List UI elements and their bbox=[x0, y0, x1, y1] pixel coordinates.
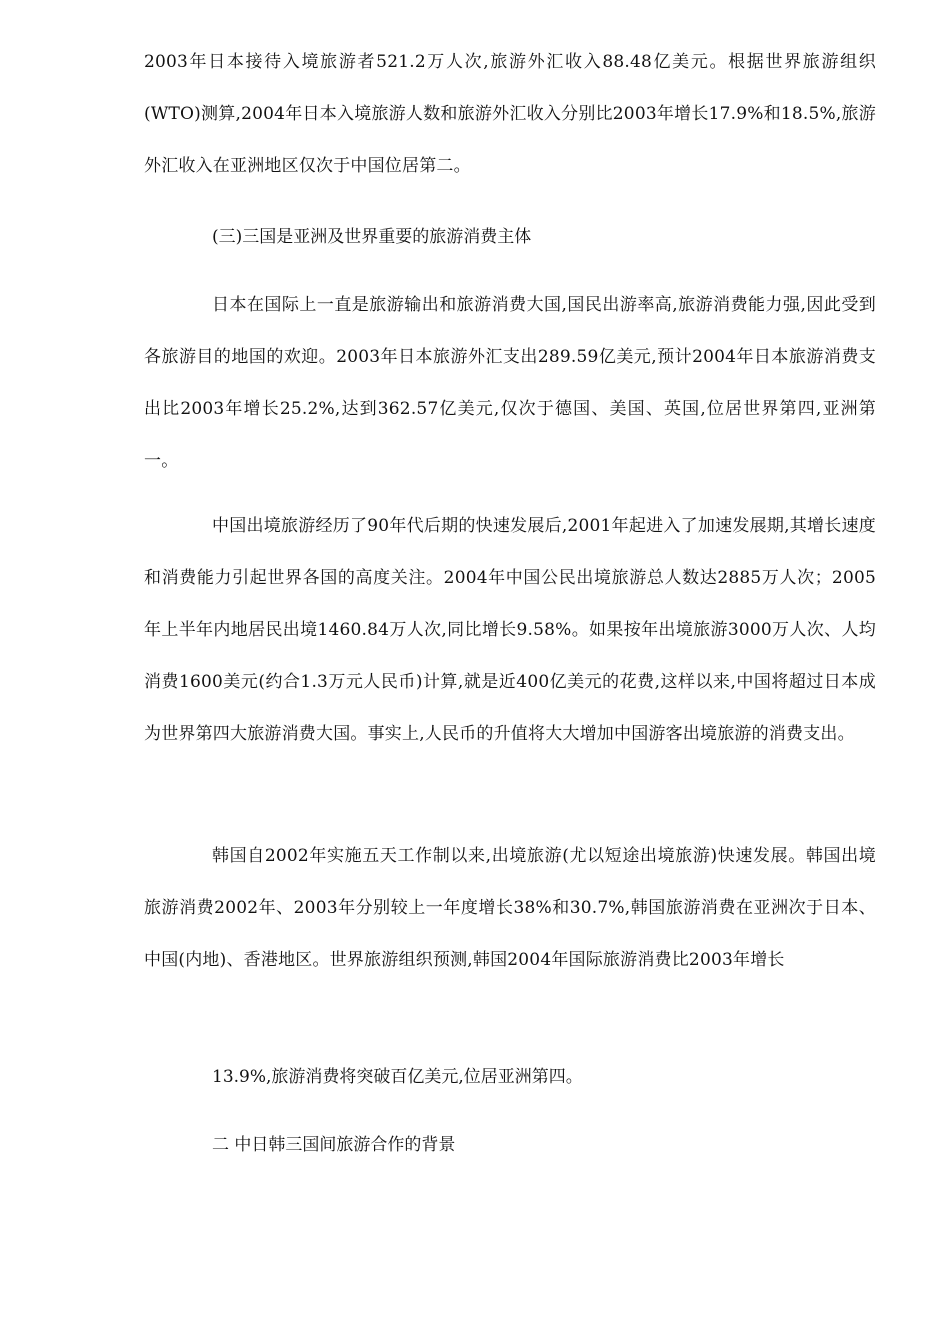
section-heading-consumption: (三)三国是亚洲及世界重要的旅游消费主体 bbox=[212, 227, 532, 247]
paragraph-korea-outbound: 韩国自2002年实施五天工作制以来,出境旅游(尤以短途出境旅游)快速发展。韩国出境旅游消费2002年、2003年分别较上一年度增长38%和30.7%,韩国旅游消费在亚洲次于日本、中国(内地)、香港地区。世界旅游组织预测,韩国2004年国际旅游消费比2003年增长 bbox=[144, 846, 876, 970]
paragraph-japan-spending: 日本在国际上一直是旅游输出和旅游消费大国,国民出游率高,旅游消费能力强,因此受到各旅游目的地国的欢迎。2003年日本旅游外汇支出289.59亿美元,预计2004年日本旅游消费支出比2003年增长25.2%,达到362.57亿美元,仅次于德国、美国、英国,位居世界第四,亚洲第一。 bbox=[144, 295, 876, 471]
paragraph-china-outbound: 中国出境旅游经历了90年代后期的快速发展后,2001年起进入了加速发展期,其增长速度和消费能力引起世界各国的高度关注。2004年中国公民出境旅游总人数达2885万人次；2005年上半年内地居民出境1460.84万人次,同比增长9.58%。如果按年出境旅游3000万人次、人均消费1600美元(约合1.3万元人民币)计算,就是近400亿美元的花费,这样以来,中国将超过日本成为世界第四大旅游消费大国。事实上,人民币的升值将大大增加中国游客出境旅游的消费支出。 bbox=[144, 516, 876, 744]
section-heading-background: 二 中日韩三国间旅游合作的背景 bbox=[212, 1135, 456, 1155]
paragraph-korea-forecast: 13.9%,旅游消费将突破百亿美元,位居亚洲第四。 bbox=[212, 1067, 583, 1087]
paragraph-japan-inbound: 2003年日本接待入境旅游者521.2万人次,旅游外汇收入88.48亿美元。根据世界旅游组织(WTO)测算,2004年日本入境旅游人数和旅游外汇收入分别比2003年增长17.9%和18.5%,旅游外汇收入在亚洲地区仅次于中国位居第二。 bbox=[144, 52, 876, 176]
